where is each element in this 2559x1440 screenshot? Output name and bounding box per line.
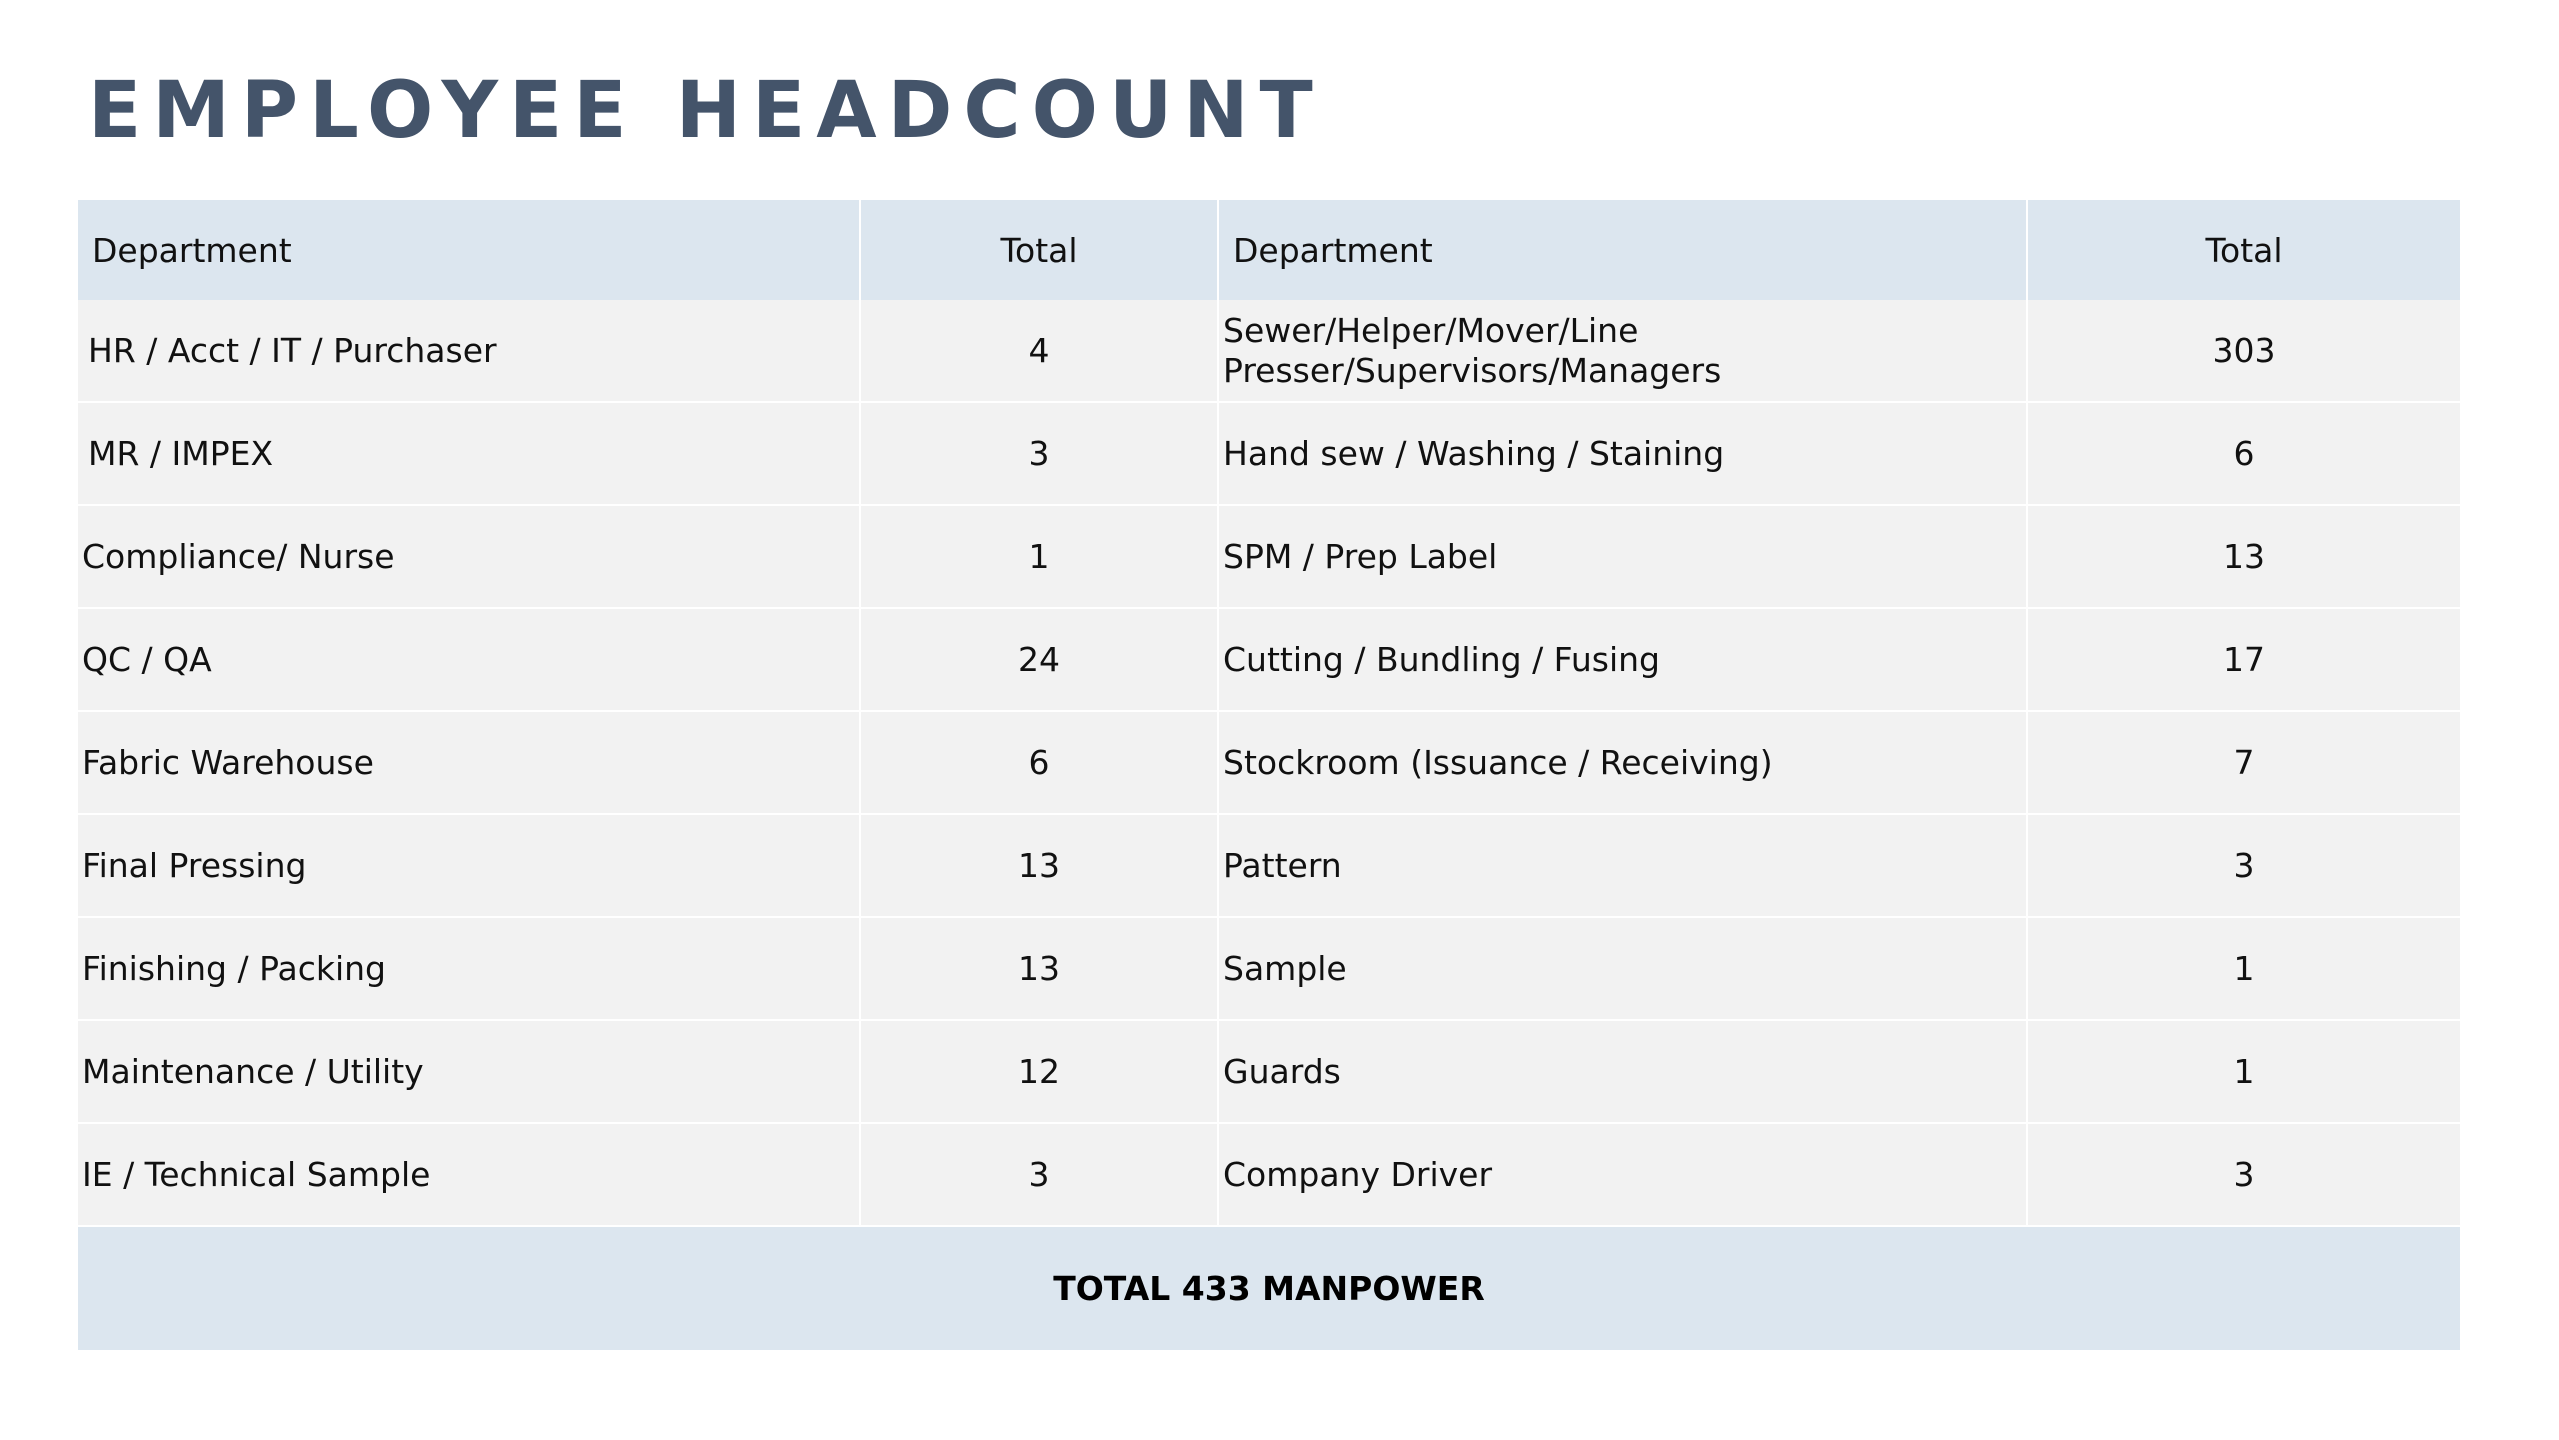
total-cell: 24 (860, 608, 1218, 711)
total-cell: 6 (2027, 402, 2460, 505)
total-cell: 1 (2027, 1020, 2460, 1123)
department-cell: Finishing / Packing (78, 917, 860, 1020)
total-cell: 3 (2027, 1123, 2460, 1226)
department-cell-text: Sewer/Helper/Mover/Line Presser/Supervisors/Managers (1223, 310, 1722, 390)
total-cell: 3 (860, 402, 1218, 505)
department-cell: Fabric Warehouse (78, 711, 860, 814)
department-cell: Hand sew / Washing / Staining (1218, 402, 2027, 505)
column-header-total-right: Total (2027, 200, 2460, 300)
total-manpower: TOTAL 433 MANPOWER (78, 1226, 2460, 1350)
table-row (78, 711, 2460, 814)
total-cell: 6 (860, 711, 1218, 814)
department-cell (1218, 300, 2027, 402)
table-row (78, 505, 2460, 608)
table-row (78, 1123, 2460, 1226)
total-cell: 13 (2027, 505, 2460, 608)
department-cell: Maintenance / Utility (78, 1020, 860, 1123)
table-row (78, 814, 2460, 917)
department-cell: IE / Technical Sample (78, 1123, 860, 1226)
table-row (78, 917, 2460, 1020)
total-cell: 3 (2027, 814, 2460, 917)
department-cell: Cutting / Bundling / Fusing (1218, 608, 2027, 711)
total-cell: 1 (860, 505, 1218, 608)
total-cell: 12 (860, 1020, 1218, 1123)
department-cell: Compliance/ Nurse (78, 505, 860, 608)
table-row (78, 1020, 2460, 1123)
department-cell: Stockroom (Issuance / Receiving) (1218, 711, 2027, 814)
department-cell: Final Pressing (78, 814, 860, 917)
column-header-total-left: Total (860, 200, 1218, 300)
total-cell: 303 (2027, 300, 2460, 402)
total-cell: 7 (2027, 711, 2460, 814)
column-header-department-left: Department (78, 200, 860, 300)
table-footer-row (78, 1226, 2460, 1350)
department-cell: Company Driver (1218, 1123, 2027, 1226)
table-header-row (78, 200, 2460, 300)
department-cell: HR / Acct / IT / Purchaser (78, 300, 860, 402)
table-row (78, 300, 2460, 402)
total-cell: 1 (2027, 917, 2460, 1020)
table-row (78, 608, 2460, 711)
table-row (78, 402, 2460, 505)
total-cell: 13 (860, 814, 1218, 917)
total-cell: 3 (860, 1123, 1218, 1226)
headcount-table (78, 200, 2460, 1350)
total-cell: 4 (860, 300, 1218, 402)
column-header-department-right: Department (1218, 200, 2027, 300)
department-cell: MR / IMPEX (78, 402, 860, 505)
total-cell: 13 (860, 917, 1218, 1020)
department-cell: Pattern (1218, 814, 2027, 917)
page-title: EMPLOYEE HEADCOUNT (88, 66, 1324, 156)
total-cell: 17 (2027, 608, 2460, 711)
department-cell: Sample (1218, 917, 2027, 1020)
department-cell: QC / QA (78, 608, 860, 711)
department-cell: SPM / Prep Label (1218, 505, 2027, 608)
department-cell: Guards (1218, 1020, 2027, 1123)
